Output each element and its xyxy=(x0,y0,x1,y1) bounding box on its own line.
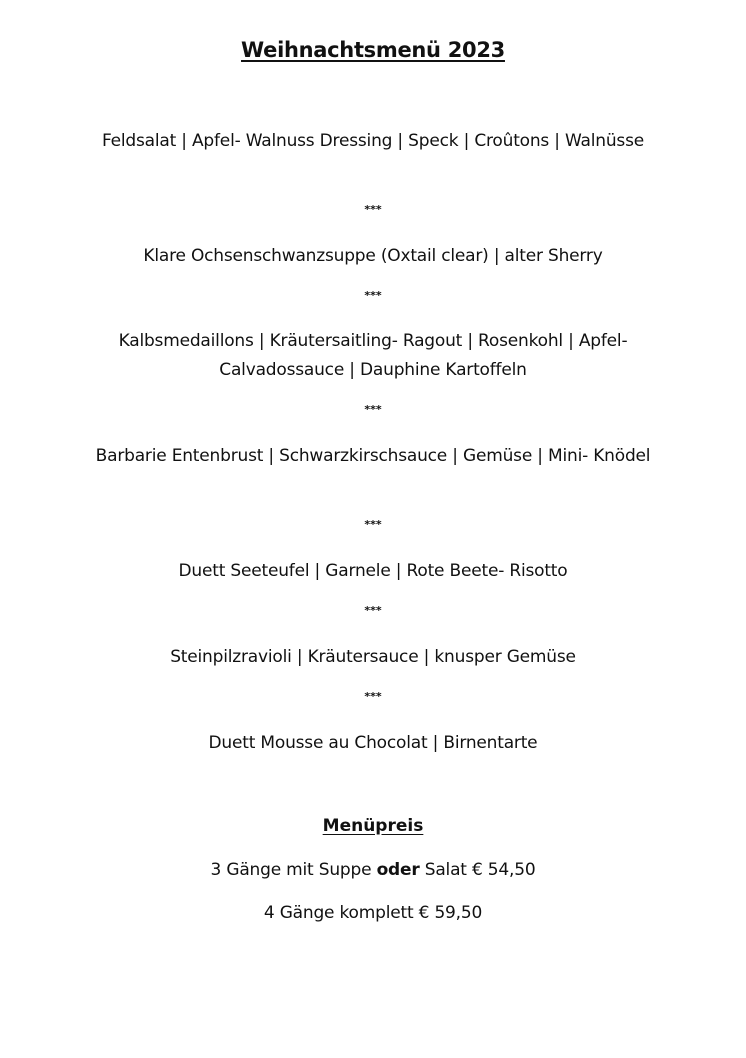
course-7-dessert: Duett Mousse au Chocolat | Birnentarte xyxy=(208,733,538,753)
price-option-3-suffix: Salat € 54,50 xyxy=(424,860,536,880)
price-option-or: oder xyxy=(376,860,420,880)
price-option-4-courses: 4 Gänge komplett € 59,50 xyxy=(263,903,483,923)
course-2-soup: Klare Ochsenschwanzsuppe (Oxtail clear) | alter Sherry xyxy=(143,246,603,266)
course-separator: *** xyxy=(364,518,382,531)
course-separator: *** xyxy=(364,203,382,216)
course-separator: *** xyxy=(364,604,382,617)
course-separator: *** xyxy=(364,289,382,302)
course-3-veal: Kalbsmedaillons | Kräutersaitling- Ragout | Rosenkohl | Apfel- Calvadossauce | Dauphine Kartoffeln xyxy=(118,331,628,380)
course-5-fish: Duett Seeteufel | Garnele | Rote Beete- Risotto xyxy=(178,561,568,581)
price-heading: Menüpreis xyxy=(322,816,424,836)
price-option-3-courses xyxy=(0,860,746,880)
course-6-ravioli: Steinpilzravioli | Kräutersauce | knusper Gemüse xyxy=(170,647,576,667)
course-4-duck: Barbarie Entenbrust | Schwarzkirschsauce | Gemüse | Mini- Knödel xyxy=(95,446,651,466)
course-1-salad: Feldsalat | Apfel- Walnuss Dressing | Speck | Croûtons | Walnüsse xyxy=(101,131,645,151)
price-option-3-prefix: 3 Gänge mit Suppe xyxy=(210,860,372,880)
course-separator: *** xyxy=(364,403,382,416)
menu-title: Weihnachtsmenü 2023 xyxy=(241,38,505,62)
course-separator: *** xyxy=(364,690,382,703)
